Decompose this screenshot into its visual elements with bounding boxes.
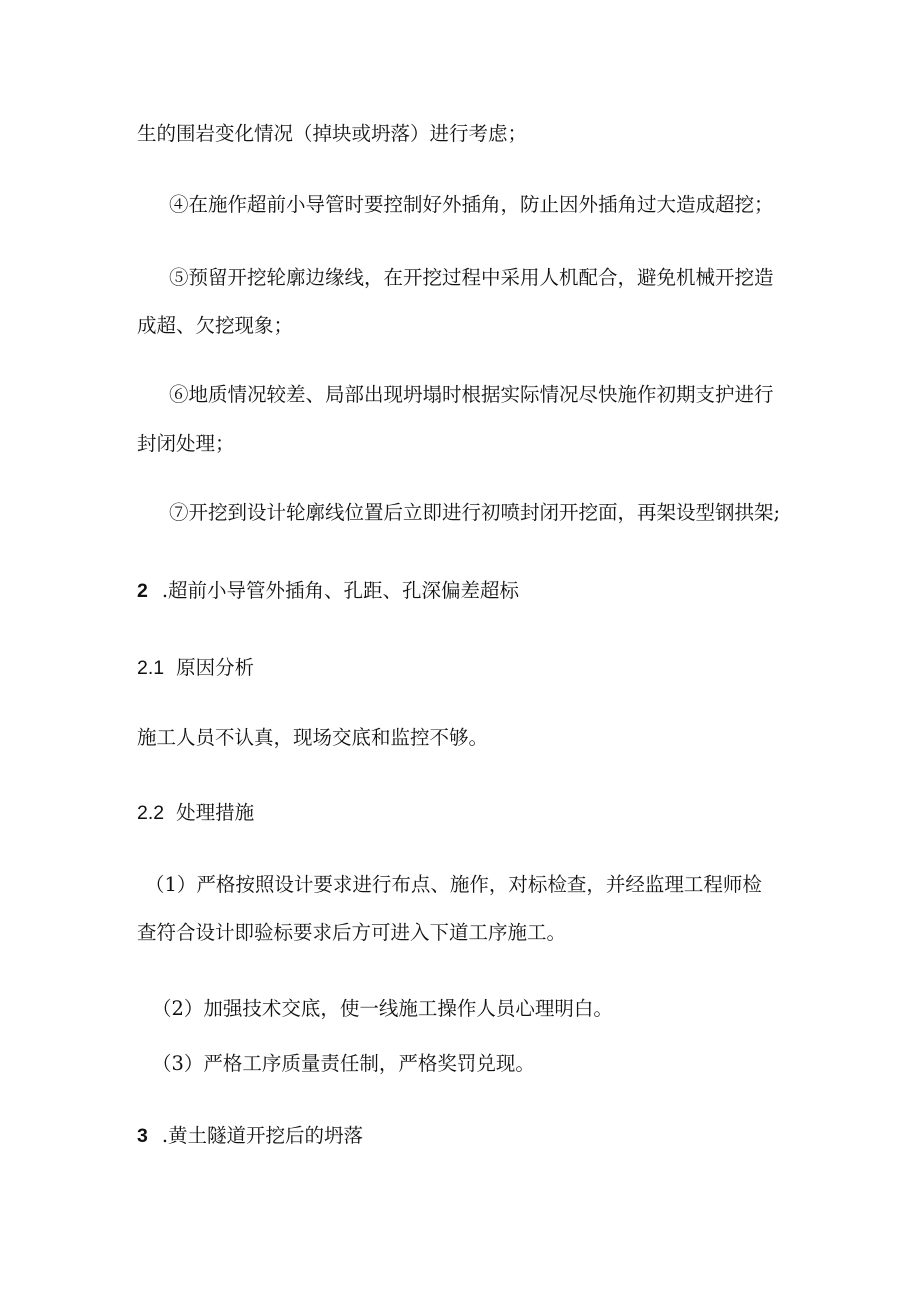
measure-item-5-line1: ⑤预留开挖轮廓边缘线，在开挖过程中采用人机配合，避免机械开挖造 bbox=[169, 266, 774, 289]
section-3-heading bbox=[137, 1123, 363, 1149]
subsection-2-1-number: 2.1 bbox=[137, 657, 165, 679]
treatment-item-1-line2: 查符合设计即验标要求后方可进入下道工序施工。 bbox=[137, 921, 567, 944]
measure-item-6-line1: ⑥地质情况较差、局部出现坍塌时根据实际情况尽快施作初期支护进行 bbox=[169, 383, 774, 406]
section-2-title: .超前小导管外插角、孔距、孔深偏差超标 bbox=[161, 579, 520, 602]
paragraph-continuation: 生的围岩变化情况（掉块或坍落）进行考虑； bbox=[137, 122, 528, 145]
measure-item-5-line2: 成超、欠挖现象； bbox=[137, 314, 294, 337]
measure-item-7: ⑦开挖到设计轮廓线位置后立即进行初喷封闭开挖面，再架设型钢拱架; bbox=[169, 501, 781, 524]
subsection-2-2-heading bbox=[137, 800, 254, 826]
measure-item-6-line2: 封闭处理； bbox=[137, 432, 235, 455]
treatment-item-2: （2）加强技术交底，使一线施工操作人员心理明白。 bbox=[152, 997, 613, 1020]
subsection-2-1-heading bbox=[137, 655, 254, 681]
subsection-2-1-title: 原因分析 bbox=[176, 656, 255, 679]
subsection-2-2-title: 处理措施 bbox=[176, 801, 255, 824]
section-3-number: 3 bbox=[137, 1125, 148, 1147]
measure-item-4: ④在施作超前小导管时要控制好外插角，防止因外插角过大造成超挖； bbox=[169, 193, 774, 216]
section-2-number: 2 bbox=[137, 580, 148, 602]
treatment-item-1-line1: （1）严格按照设计要求进行布点、施作，对标检查，并经监理工程师检 bbox=[145, 873, 762, 896]
section-2-heading bbox=[137, 578, 519, 604]
cause-analysis-text: 施工人员不认真，现场交底和监控不够。 bbox=[137, 726, 489, 749]
treatment-item-3: （3）严格工序质量责任制，严格奖罚兑现。 bbox=[152, 1052, 535, 1075]
section-3-title: .黄土隧道开挖后的坍落 bbox=[161, 1124, 364, 1147]
subsection-2-2-number: 2.2 bbox=[137, 802, 165, 824]
